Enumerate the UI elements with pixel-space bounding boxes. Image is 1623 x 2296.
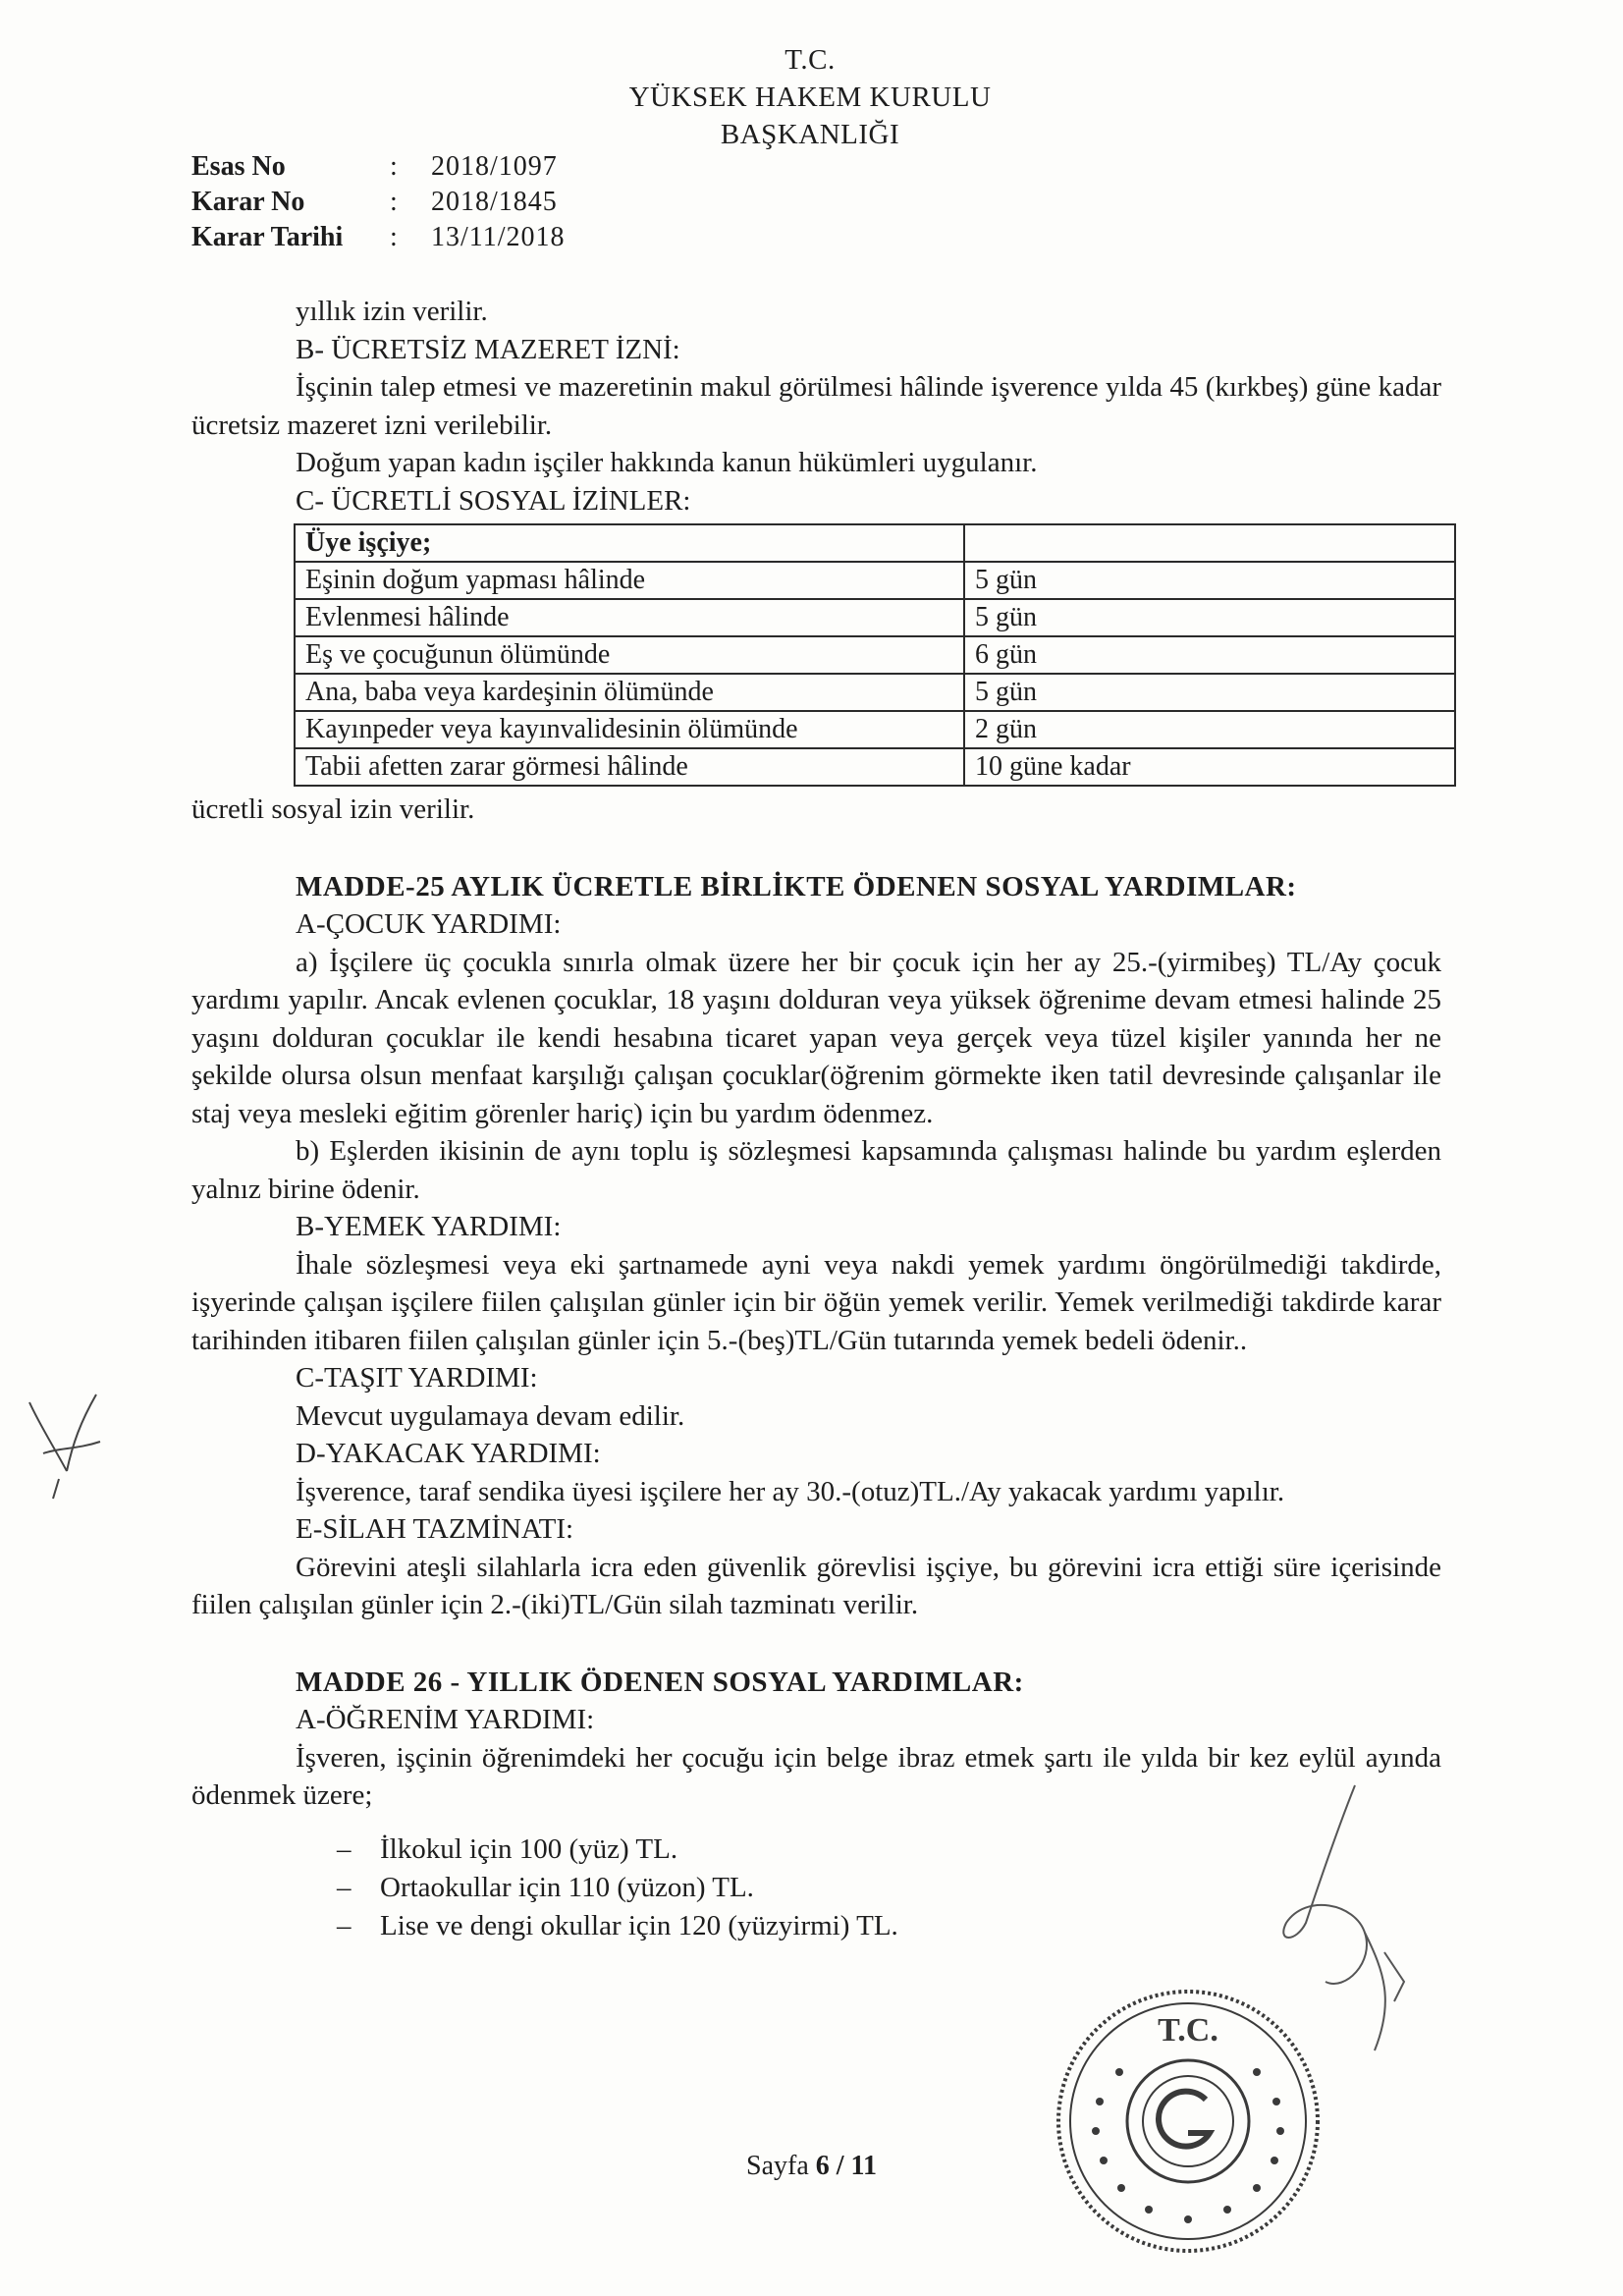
table-row	[295, 748, 1455, 786]
table-cell-reason: Kayınpeder veya kayınvalidesinin ölümünde	[295, 711, 964, 748]
meta-sep: :	[390, 222, 398, 252]
list-item: – Lise ve dengi okullar için 120 (yüzyirmi) TL.	[337, 1907, 1441, 1945]
meta-key: Esas No	[191, 151, 286, 182]
article-25-d-title: D-YAKACAK YARDIMI:	[296, 1438, 601, 1469]
article-26-a-title: A-ÖĞRENİM YARDIMI:	[296, 1704, 595, 1735]
table-cell-days: 5 gün	[964, 599, 1455, 636]
section-c-after: ücretli sosyal izin verilir.	[191, 793, 475, 825]
table-cell-reason: Eşinin doğum yapması hâlinde	[295, 562, 964, 599]
table-cell-reason: Eş ve çocuğunun ölümünde	[295, 636, 964, 674]
list-item: – İlkokul için 100 (yüz) TL.	[337, 1831, 1441, 1869]
table-cell-days: 5 gün	[964, 562, 1455, 599]
table-header-row	[295, 524, 1455, 562]
margin-check-icon	[20, 1385, 108, 1503]
table-cell-reason: Evlenmesi hâlinde	[295, 599, 964, 636]
table-cell-days: 5 gün	[964, 674, 1455, 711]
article-25-b-paragraph: İhale sözleşmesi veya eki şartnamede ayni veya nakdi yemek yardımı öngörülmediği takdirde, işyerinde çalışan işçilere fiilen çalışılan günler için bir öğün yemek verilir. Yemek verilmediği takdirde karar tarihinden itibaren fiilen çalışılan günler için 5.-(beş)TL/Gün tutarında yemek bedeli ödenir..	[191, 1248, 1441, 1356]
meta-key: Karar Tarihi	[191, 222, 344, 252]
section-c-title: C- ÜCRETLİ SOSYAL İZİNLER:	[296, 484, 691, 517]
continuation-line: yıllık izin verilir.	[296, 296, 488, 327]
section-b-paragraph: Doğum yapan kadın işçiler hakkında kanun hükümleri uygulanır.	[296, 447, 1038, 478]
meta-value: 2018/1097	[431, 151, 558, 182]
table-cell-days: 6 gün	[964, 636, 1455, 674]
page-footer	[0, 2151, 1623, 2182]
article-25-b-title: B-YEMEK YARDIMI:	[296, 1211, 562, 1242]
document-body	[191, 293, 1441, 1945]
header-tc: T.C.	[784, 44, 836, 76]
meta-value: 2018/1845	[431, 187, 558, 217]
article-25-a-title: A-ÇOCUK YARDIMI:	[296, 908, 562, 940]
table-cell-reason: Ana, baba veya kardeşinin ölümünde	[295, 674, 964, 711]
article-25-d-paragraph: İşverence, taraf sendika üyesi işçilere her ay 30.-(otuz)TL./Ay yakacak yardımı yapılır.	[296, 1475, 1285, 1507]
header-institution: YÜKSEK HAKEM KURULU	[628, 82, 992, 113]
meta-key: Karar No	[191, 187, 305, 217]
table-row	[295, 636, 1455, 674]
official-seal-icon	[1041, 1974, 1335, 2269]
article-25-c-paragraph: Mevcut uygulamaya devam edilir.	[296, 1399, 685, 1432]
table-header-cell: Üye işçiye;	[295, 524, 964, 562]
seal-text: T.C.	[1158, 2012, 1218, 2049]
table-header-cell-empty	[964, 524, 1455, 562]
article-25-a-paragraph: a) İşçilere üç çocukla sınırla olmak üzere her bir çocuk için her ay 25.-(yirmibeş) TL/Ay çocuk yardımı yapılır. Ancak evlenen çocuklar, 18 yaşını dolduran veya yüksek öğrenime devam etmesi halinde 25 yaşını dolduran çocuklar ile kendi hesabına ticaret yapan veya gerçek veya tüzel kişiler yanında her ne şekilde olursa olsun menfaat karşılığı çalışan çocuklar(öğrenim görmekte iken tatil devresinde çalışanlar ile staj veya mesleki eğitim görenler hariç) için bu yardım ödenmez.	[191, 946, 1441, 1129]
section-b-paragraph: İşçinin talep etmesi ve mazeretinin makul görülmesi hâlinde işverence yılda 45 (kırkbeş) güne kadar ücretsiz mazeret izni verilebilir.	[191, 371, 1441, 441]
meta-row-karar	[191, 185, 627, 220]
meta-row-esas	[191, 149, 627, 185]
paid-leave-table	[294, 523, 1456, 787]
article-26-title: MADDE 26 - YILLIK ÖDENEN SOSYAL YARDIMLAR:	[296, 1666, 1024, 1698]
table-row	[295, 711, 1455, 748]
page-number: 6 / 11	[815, 2151, 877, 2181]
table-cell-days: 10 güne kadar	[964, 748, 1455, 786]
table-row	[295, 562, 1455, 599]
article-25-e-paragraph: Görevini ateşli silahlarla icra eden güvenlik görevlisi işçiye, bu görevini icra ettiği süre içerisinde fiilen çalışılan günler için 2.-(iki)TL/Gün silah tazminatı verilir.	[191, 1551, 1441, 1620]
article-26-a-paragraph: İşveren, işçinin öğrenimdeki her çocuğu için belge ibraz etmek şartı ile yılda bir kez eylül ayında ödenmek üzere;	[191, 1741, 1441, 1811]
page-label: Sayfa	[746, 2151, 809, 2181]
meta-sep: :	[390, 151, 398, 182]
meta-sep: :	[390, 187, 398, 217]
table-row	[295, 674, 1455, 711]
table-cell-reason: Tabii afetten zarar görmesi hâlinde	[295, 748, 964, 786]
header-presidency: BAŞKANLIĞI	[720, 119, 900, 150]
list-item: – Ortaokullar için 110 (yüzon) TL.	[337, 1869, 1441, 1907]
article-25-c-title: C-TAŞIT YARDIMI:	[296, 1362, 538, 1394]
section-b-title: B- ÜCRETSİZ MAZERET İZNİ:	[296, 333, 680, 365]
institution-header	[589, 41, 1031, 153]
article-25-e-title: E-SİLAH TAZMİNATI:	[296, 1513, 574, 1545]
table-cell-days: 2 gün	[964, 711, 1455, 748]
article-25-title: MADDE-25 AYLIK ÜCRETLE BİRLİKTE ÖDENEN SOSYAL YARDIMLAR:	[296, 870, 1297, 902]
table-row	[295, 599, 1455, 636]
case-meta	[191, 149, 627, 255]
meta-row-tarih	[191, 220, 627, 255]
meta-value: 13/11/2018	[431, 222, 566, 252]
article-25-a-paragraph: b) Eşlerden ikisinin de aynı toplu iş sözleşmesi kapsamında çalışması halinde bu yardım eşlerden yalnız birine ödenir.	[191, 1135, 1441, 1205]
